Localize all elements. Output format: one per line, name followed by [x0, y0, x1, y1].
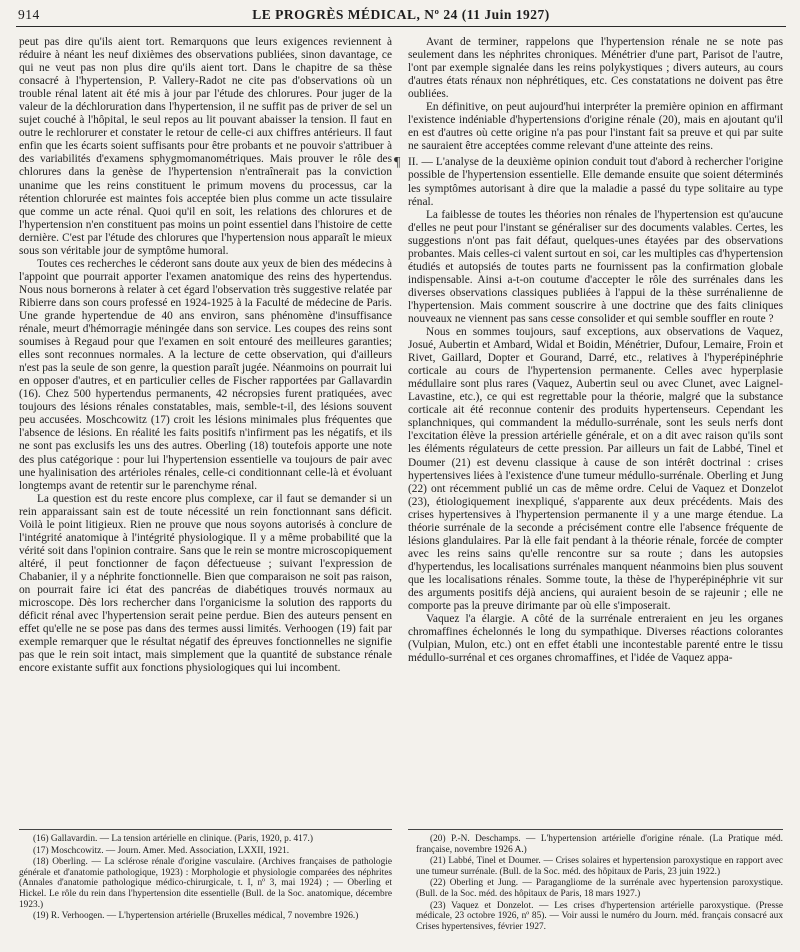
page-number: 914 [18, 7, 40, 22]
footnote: (17) Moschcowitz. — Journ. Amer. Med. Association, LXXII, 1921. [33, 845, 290, 856]
left-column [19, 36, 392, 675]
running-head [16, 5, 786, 27]
journal-title: LE PROGRÈS MÉDICAL, Nº 24 (11 Juin 1927) [252, 7, 550, 22]
paragraph: peut pas dire qu'ils aient tort. Remarquons que leurs exigences reviennent à réduire à néant les neuf dixièmes des observations publiées, sinon davantage, ce qui ne veut pas non plus dire qu'ils aient tort. Dans le chapitre de sa thèse consacré à l'hypertension, P. Vallery-Radot ne cite pas d'observations où un trouble rénal latent ait été mis à jour par l'étude des chlorures. Pour juger de la valeur de la déchloruration dans l'hypertension, il ne suffit pas de priver de sel un sujet couché à l'hôpital, le seul repos au lit pouvant abaisser la tension. Il faut en outre le rechlorurer et constater le retour de celle-ci aux chiffres antérieurs. Il faut enfin que les écarts soient suffisants pour être probants et ne pouvoir s'attribuer à des variabilités d'examens sphygmomanométriques. Mais prouver le rôle des chlorures dans la genèse de l'hypertension n'entraînerait pas la conviction unanime que les reins constituent le primum movens du processus, car la rétention chlorurée est maintes fois acceptée bien plus comme un acte tissulaire que comme un acte rénal. Quoi qu'il en soit, les relations des chlorures et de l'hypertension n'en constituent pas moins un point essentiel dans l'histoire de cette dernière. C'est par l'étude des chlorures que l'hypertension nous apparaît le mieux sous son véritable jour de symptôme humoral. [19, 36, 392, 257]
footnote: (22) Oberling et Jung. — Paragangliome de la surrénale avec hypertension paroxystique. (Bull. de la Soc. méd. des hôpitaux de Paris, 18 mars 1927.) [416, 878, 783, 899]
paragraph: La faiblesse de toutes les théories non rénales de l'hypertension est qu'aucune d'elles ne peut pour l'instant se généraliser sur des documents valables. Certes, les suggestions n'ont pas fait défaut, quelques-unes étayées par des observations probantes. Mais celles-ci valent surtout en soi, car les multiples cas d'hypertension étudiés et autopsiés de toutes parts ne fournissent pas la confirmation globale indispensable. Ainsi a-t-on coutume d'accepter le rôle des surrénales dans les diverses observations classiques publiées à l'appui de la thèse surrénalienne de l'hypertension. Mais comment souscrire à une doctrine que des faits cliniques nouveaux ne viennent pas sans cesse consolider et qui semble souffler en route ? [408, 208, 783, 325]
paragraph: En définitive, on peut aujourd'hui interpréter la première opinion en affirmant l'existence indéniable d'hypertensions d'origine rénale (20), mais en ajoutant qu'il en est d'autres où cette origine n'a pas pour l'instant fait sa preuve et qui par suite ne sauraient être acceptées comme relevant d'une atteinte des reins. [408, 101, 783, 153]
footnote-divider [19, 829, 392, 830]
footnotes-right [416, 834, 783, 933]
footnote: (23) Vaquez et Donzelot. — Les crises d'hypertension artérielle paroxystique. (Presse médicale, 23 octobre 1926, nº 85). — Voir aussi le numéro du Journ. méd. français consacré aux Crises hypertensives, février 1927. [416, 900, 783, 932]
paragraph: Toutes ces recherches le céderont sans doute aux yeux de bien des médecins à l'appoint que pourrait apporter l'examen anatomique des reins des hypertendus. Nous nous bornerons à relater à cet égard l'observation très suggestive relatée par Ribierre dans son cours professé en 1924-1925 à la Faculté de médecine de Paris. Une grande hypertendue de 40 ans environ, sans phénomène d'insuffisance rénale, meurt d'hémorragie méningée dans son service. Les coupes des reins sont soumises à Regaud pour que l'examen en soit entouré des meilleures garanties; elles sont reconnues normales. A la lecture de cette observation, qui d'ailleurs n'est pas la seule de son genre, la question paraît jugée. Néanmoins on pourrait lui en opposer d'autres, et en particulier celles de Fischer rapportées par Gallavardin (16). Chez 500 hypertendus permanents, 42 nécropsies furent pratiquées, avec toujours des lésions rénales constatables, mais, semble-t-il, des lésions souvent peu accusées. Moschcowitz (17) croit les lésions minimales plus fréquentes que l'absence de lésions. En réalité les faits positifs n'infirment pas les négatifs, et ils ne sont pas exclusifs les uns des autres. Oberling (18) toutefois apporte une note des plus catégorique : pour lui l'hypertension essentielle va toujours de pair avec une hyalinisation des artérioles rénales, celle-ci conditionnant celle-là et évoluant longtemps avant de retentir sur le parenchyme rénal. [19, 257, 392, 492]
footnote: (20) P.-N. Deschamps. — L'hypertension artérielle d'origine rénale. (La Pratique méd. française, novembre 1926 A.) [416, 834, 783, 855]
section-mark-icon: ¶ [394, 155, 401, 171]
right-column [394, 36, 783, 665]
paragraph: Avant de terminer, rappelons que l'hypertension rénale ne se note pas seulement dans les néphrites chroniques. Ménétrier d'une part, Parisot de l'autre, l'ont par exemple signalée dans les reins polykystiques ; divers auteurs, au cours d'autres états rénaux non néphrétiques, etc. Ces constatations ne doivent pas être oubliées. [408, 36, 783, 101]
footnote: (16) Gallavardin. — La tension artérielle en clinique. (Paris, 1920, p. 417.) [33, 834, 313, 844]
footnote: (19) R. Verhoogen. — L'hypertension artérielle (Bruxelles médical, 7 novembre 1926.) [33, 911, 359, 922]
section-paragraph [394, 155, 783, 208]
footnotes-left [19, 834, 392, 923]
paragraph: Nous en sommes toujours, sauf exceptions, aux observations de Vaquez, Josué, Aubertin et Ambard, Widal et Boidin, Ménétrier, Dufour, Lemaire, Froin et Rivet, Gaillard, Dopter et Gourand, Darré, etc., relatives à l'hyperépinéphrie corticale au cours de l'hypertension permanente. Celles avec hyperplasie médullaire sont plus rares (Vaquez, Aubertin seul ou avec Clunet, avec Laignel-Lavastine, etc.), ce qui est regrettable pour la théorie, malgré que la substance corticale ait été reconnue contenir des produits hypertenseurs. Cependant les splanchniques, qui commandent la médullo-surrénale, sont les seuls nerfs dont l'excitation élève la pression artérielle générale, et on a dit avec raison qu'ils sont les éléments régulateurs de cette pression. Par ailleurs un fait de Labbé, Tinel et Doumer (21) est devenu classique à cause de son intérêt doctrinal : crises hypertensives liées à l'existence d'une tumeur médullo-surrénale. Oberling et Jung (22) ont récemment publié un cas de même ordre. Celui de Vaquez et Donzelot (23), étiologiquement inexpliqué, s'apparente aux deux précédents. Mais des crises hypertensives à l'hypertension permanente il y a une marge étendue. La théorie surrénale de la seconde a précisément contre elle l'absence fréquente de lésions glandulaires. Par là elle fait pendant à la théorie rénale, forcée de compter avec les reins sains qu'elle rencontre sur sa route ; dans les autopsies d'hypertendus, les localisations surrénales manquent néanmoins bien plus souvent que les localisations rénales. Somme toute, la thèse de l'hyperépinéphrie vit sur des arguments positifs déjà anciens, qui auraient besoin de se rajeunir ; elle ne comporte pas la preuve dirimante par où elle s'imposerait. [408, 326, 783, 613]
footnote: (21) Labbé, Tinel et Doumer. — Crises solaires et hypertension paroxystique en rapport avec une tumeur surrénale. (Bull. de la Soc. méd. des hôpitaux de Paris, 23 juin 1922.) [416, 856, 783, 877]
paragraph: Vaquez l'a élargie. A côté de la surrénale entreraient en jeu les organes chromaffines échelonnés le long du sympathique. Diverses réactions colorantes (Vulpian, Mulon, etc.) ont en effet établi une incontestable parenté entre le tissu médullo-surrénal et ces organes chromaffines, et l'idée de Vaquez appa- [408, 613, 783, 665]
footnote-divider [408, 829, 783, 830]
paragraph: La question est du reste encore plus complexe, car il faut se demander si un rein apparaissant sain est de toute nécessité un rein fonctionnant sans déficit. Voilà le point litigieux. Rien ne prouve que nous soyons autorisés à conclure de l'intégrité anatomique à l'intégrité physiologique. Il y a même probabilité que la vérité soit dans l'opinion contraire. Sans que le rein se montre microscopiquement altéré, il peut fonctionner de façon défectueuse ; suivant l'expression de Chabanier, il y a néphrite fonctionnelle. Bien que comparaison ne soit pas raison, on pourrait faire ici état des pancréas de diabétiques trouvés normaux au microscope. Dès lors rechercher dans l'organicisme la solution des rapports du déficit rénal avec l'hypertension serait peine perdue. Bien des auteurs pensent en effet qu'elle ne se pose pas dans des termes aussi limités. Verhoogen (19) fait par exemple remarquer que le résultat négatif des épreuves fonctionnelles ne signifie pas que le rein soit intact, mais simplement que la quantité de substance rénale encore existante suffit aux fonctions physiologiques qui lui incombent. [19, 492, 392, 675]
section-text: II. — L'analyse de la deuxième opinion conduit tout d'abord à rechercher l'origine possible de l'hypertension essentielle. Elle demande ensuite que soient déterminés les symptômes autorisant à dire que la maladie a passé du type solitaire au type rénal. [408, 156, 783, 208]
footnote: (18) Oberling. — La sclérose rénale d'origine vasculaire. (Archives françaises de pathologie générale et d'anatomie pathologique, 1923) : Morphologie et physiologie comparées des néphrites (Annales d'anatomie pathologique médico-chirurgicale, t. I, nº 3, mai 1924) ; — Oberling et Hickel. Le rôle du rein dans l'hypertension dite essentielle (Bull. de la Soc. anatomique, décembre 1923.) [19, 857, 392, 910]
